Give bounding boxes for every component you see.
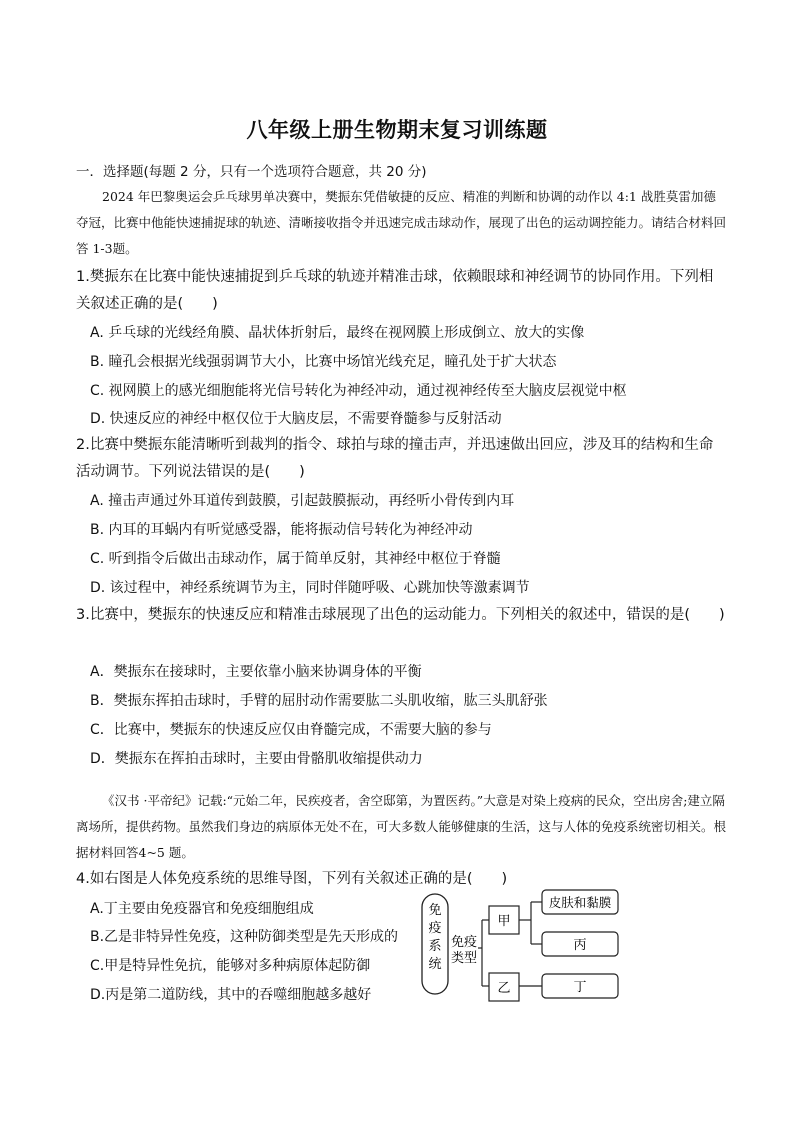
question-3-option-b: B．樊振东挥拍击球时，手臂的屈肘动作需要肱二头肌收缩，肱三头肌舒张 bbox=[90, 693, 548, 709]
question-2-option-d: D. 该过程中，神经系统调节为主，同时伴随呼吸、心跳加快等激素调节 bbox=[90, 580, 530, 596]
node-ding-label: 丁 bbox=[573, 980, 587, 995]
question-1-option-b: B. 瞳孔会根据光线强弱调节大小，比赛中场馆光线充足，瞳孔处于扩大状态 bbox=[90, 354, 557, 370]
root-char-3: 系 bbox=[428, 939, 442, 954]
section-heading: 一．选择题(每题 2 分，只有一个选项符合题意，共 20 分) bbox=[76, 164, 427, 180]
root-char-4: 统 bbox=[428, 957, 442, 972]
page-title: 八年级上册生物期末复习训练题 bbox=[246, 118, 548, 142]
question-2-option-b: B. 内耳的耳蜗内有听觉感受器，能将振动信号转化为神经冲动 bbox=[90, 522, 473, 538]
root-char-2: 疫 bbox=[428, 921, 442, 936]
question-3-option-a: A．樊振东在接球时，主要依靠小脑来协调身体的平衡 bbox=[90, 664, 422, 680]
type-label-line-1: 免疫 bbox=[450, 935, 478, 950]
passage-2: 《汉书 ·平帝纪》记载:“元始二年，民疾疫者，舍空邸第，为置医药。”大意是对染上疫病的民众，空出房舍;建立隔离场所，提供药物。虽然我们身边的病原体无处不在，可大多数人能够健康的生活，这与人体的免疫系统密切相关。根据材料回答4~5 题。 bbox=[76, 793, 727, 860]
node-jia-label: 甲 bbox=[497, 914, 511, 929]
question-4-option-a: A.丁主要由免疫器官和免疫细胞组成 bbox=[90, 901, 314, 917]
question-3-option-c: C．比赛中，樊振东的快速反应仅由脊髓完成，不需要大脑的参与 bbox=[90, 722, 492, 738]
question-3-option-d: D．樊振东在挥拍击球时，主要由骨骼肌收缩提供动力 bbox=[90, 751, 423, 767]
question-1-stem: 1.樊振东在比赛中能快速捕捉到乒乓球的轨迹并精准击球，依赖眼球和神经调节的协同作用。下列相关叙述正确的是( ) bbox=[76, 269, 714, 312]
question-4-option-d: D.丙是第二道防线，其中的吞噬细胞越多越好 bbox=[90, 987, 372, 1003]
question-2-option-a: A. 撞击声通过外耳道传到鼓膜，引起鼓膜振动，再经听小骨传到内耳 bbox=[90, 493, 515, 509]
question-1-option-c: C. 视网膜上的感光细胞能将光信号转化为神经冲动，通过视神经传至大脑皮层视觉中枢 bbox=[90, 383, 627, 399]
node-yi-label: 乙 bbox=[497, 981, 511, 996]
question-2-stem: 2.比赛中樊振东能清晰听到裁判的指令、球拍与球的撞击声，并迅速做出回应，涉及耳的结构和生命活动调节。下列说法错误的是( ) bbox=[76, 437, 714, 480]
question-4-option-c: C.甲是特异性免抗，能够对多种病原体起防御 bbox=[90, 958, 371, 974]
question-1-option-a: A. 乒乓球的光线经角膜、晶状体折射后，最终在视网膜上形成倒立、放大的实像 bbox=[90, 325, 585, 341]
immune-system-mind-map bbox=[418, 886, 628, 1006]
root-char-1: 免 bbox=[428, 903, 442, 918]
passage-1: 2024 年巴黎奥运会乒乓球男单决赛中，樊振东凭借敏捷的反应、精准的判断和协调的动作以 4:1 战胜莫雷加德夺冠，比赛中他能快速捕捉球的轨迹、清晰接收指令并迅速完成击球动作，展现了出色的运动调控能力。请结合材料回答 1-3题。 bbox=[76, 189, 727, 256]
question-4-option-b: B.乙是非特异性免疫，这种防御类型是先天形成的 bbox=[90, 929, 399, 945]
question-1-option-d: D. 快速反应的神经中枢仅位于大脑皮层，不需要脊髓参与反射活动 bbox=[90, 411, 502, 427]
question-3-stem: 3.比赛中，樊振东的快速反应和精准击球展现了出色的运动能力。下列相关的叙述中，错误的是( ) bbox=[76, 607, 725, 623]
type-label-line-2: 类型 bbox=[450, 951, 478, 966]
question-4-stem: 4.如右图是人体免疫系统的思维导图，下列有关叙述正确的是( ) bbox=[76, 871, 508, 887]
node-bing-label: 丙 bbox=[573, 938, 587, 953]
question-2-option-c: C. 听到指令后做出击球动作，属于简单反射，其神经中枢位于脊髓 bbox=[90, 551, 501, 567]
node-skin-label: 皮肤和黏膜 bbox=[548, 895, 612, 910]
